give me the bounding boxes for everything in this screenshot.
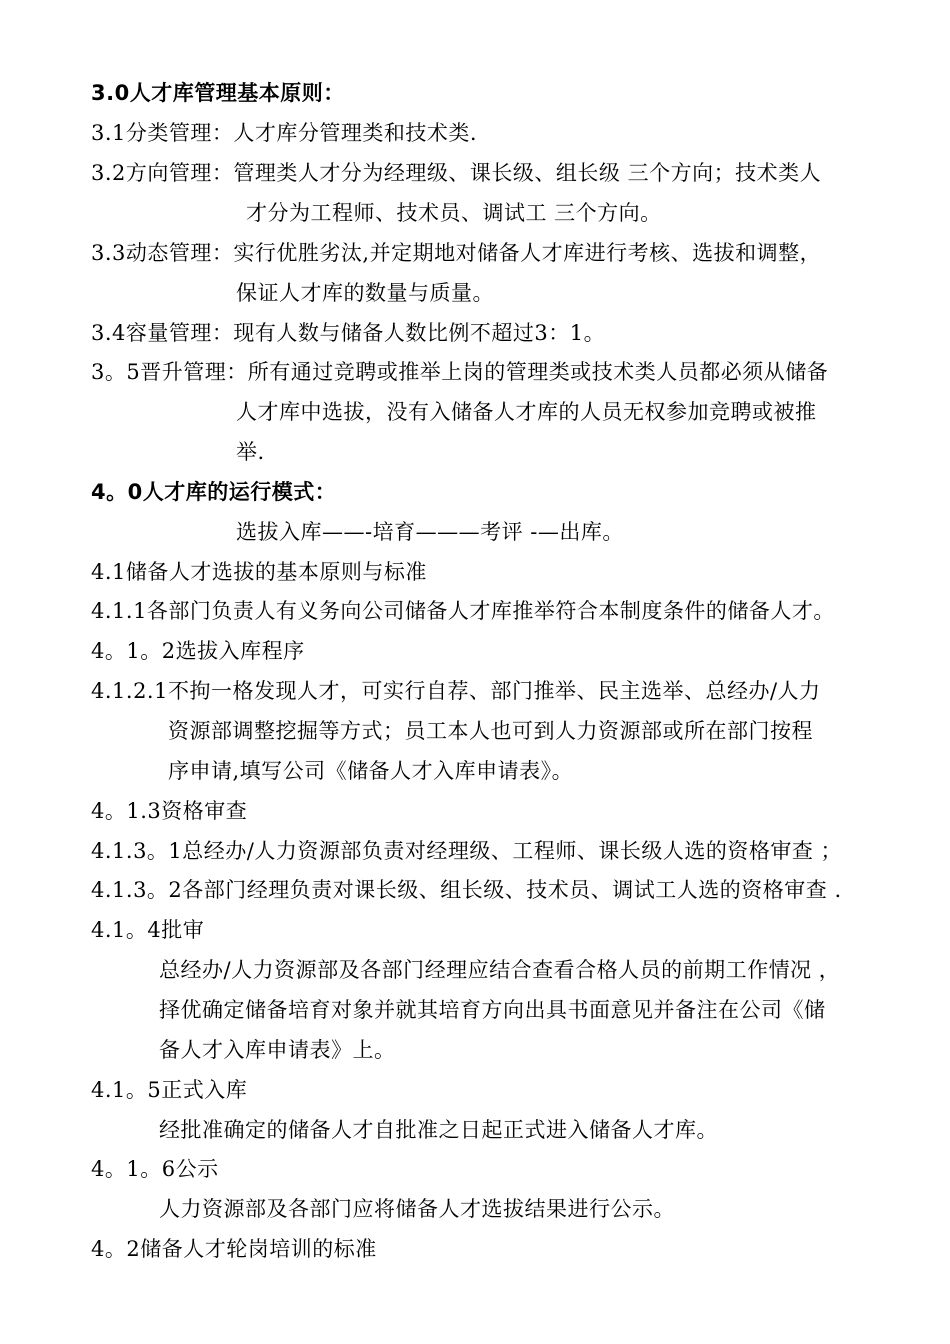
- paragraph-line: 4。1。2选拔入库程序: [91, 639, 305, 663]
- paragraph-line: 4.1.1各部门负责人有义务向公司储备人才库推举符合本制度条件的储备人才。: [91, 599, 835, 623]
- paragraph-line: 人力资源部及各部门应将储备人才选拔结果进行公示。: [159, 1197, 675, 1221]
- paragraph-line: 择优确定储备培育对象并就其培育方向出具书面意见并备注在公司《储: [159, 998, 826, 1022]
- paragraph-line: 4。1。6公示: [91, 1157, 219, 1181]
- paragraph-line: 选拔入库——-培育———考评 -—出库。: [236, 520, 624, 544]
- paragraph-line: 3.2方向管理：管理类人才分为经理级、课长级、组长级 三个方向；技术类人: [91, 161, 822, 185]
- paragraph-line: 3.4容量管理：现有人数与储备人数比例不超过3：1。: [91, 321, 606, 345]
- paragraph-line: 4.1。5正式入库: [91, 1078, 248, 1102]
- paragraph-line: 资源部调整挖掘等方式；员工本人也可到人力资源部或所在部门按程: [168, 719, 813, 743]
- paragraph-line: 3.1分类管理：人才库分管理类和技术类.: [91, 121, 478, 145]
- paragraph-line: 举.: [236, 440, 265, 464]
- paragraph-line: 4.1.3。2各部门经理负责对课长级、组长级、技术员、调试工人选的资格审查 .: [91, 878, 842, 902]
- paragraph-line: 4.1.3。1总经办/人力资源部负责对经理级、工程师、课长级人选的资格审查 ；: [91, 839, 843, 863]
- paragraph-line: 4.1.2.1不拘一格发现人才，可实行自荐、部门推举、民主选举、总经办/人力: [91, 679, 821, 703]
- paragraph-line: 4。1.3资格审查: [91, 799, 248, 823]
- section-heading: 4。0人才库的运行模式：: [91, 480, 337, 504]
- paragraph-line: 3.3动态管理：实行优胜劣汰,并定期地对储备人才库进行考核、选拔和调整，: [91, 241, 822, 265]
- paragraph-line: 保证人才库的数量与质量。: [236, 281, 494, 305]
- paragraph-line: 才分为工程师、技术员、调试工 三个方向。: [246, 201, 662, 225]
- paragraph-line: 4。2储备人才轮岗培训的标准: [91, 1237, 377, 1261]
- paragraph-line: 人才库中选拔，没有入储备人才库的人员无权参加竞聘或被推: [236, 400, 817, 424]
- paragraph-line: 4.1储备人才选拔的基本原则与标准: [91, 560, 427, 584]
- paragraph-line: 备人才入库申请表》上。: [159, 1038, 396, 1062]
- paragraph-line: 序申请,填写公司《储备人才入库申请表》。: [168, 759, 574, 783]
- paragraph-line: 3。5晋升管理：所有通过竞聘或推举上岗的管理类或技术类人员都必须从储备: [91, 360, 829, 384]
- paragraph-line: 总经办/人力资源部及各部门经理应结合查看合格人员的前期工作情况 ，: [159, 958, 841, 982]
- paragraph-line: 4.1。4批审: [91, 918, 205, 942]
- paragraph-line: 经批准确定的储备人才自批准之日起正式进入储备人才库。: [159, 1118, 718, 1142]
- section-heading: 3.0人才库管理基本原则：: [91, 81, 345, 105]
